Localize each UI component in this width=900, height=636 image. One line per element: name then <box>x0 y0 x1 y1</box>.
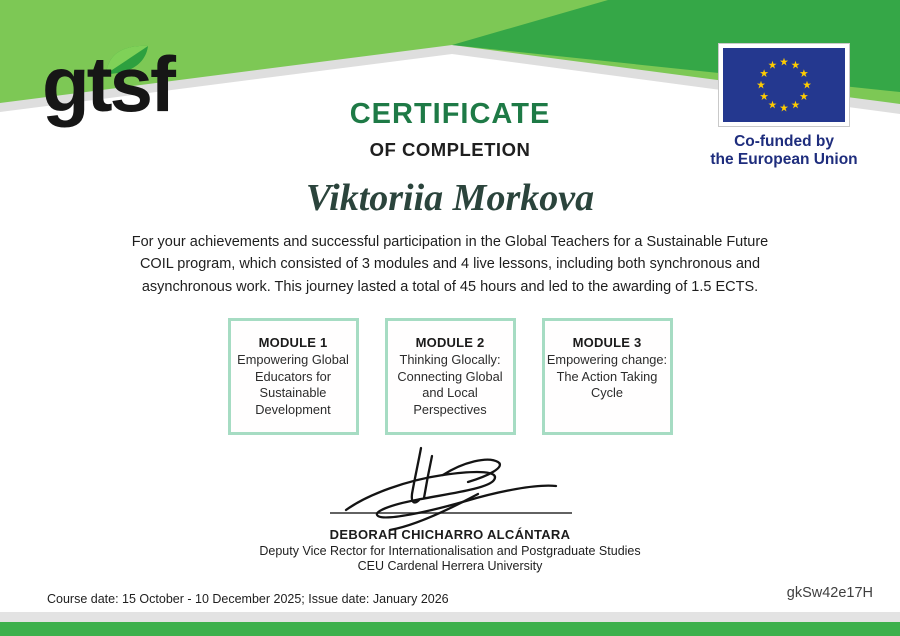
signatory-role: Deputy Vice Rector for Internationalisation and Postgraduate Studies <box>259 544 641 558</box>
certificate-code: gkSw42e17H <box>786 585 873 601</box>
module-title: MODULE 1 <box>258 335 328 350</box>
signature-icon <box>328 442 578 532</box>
eu-flag-icon <box>719 44 849 126</box>
signatory-name: DEBORAH CHICHARRO ALCÁNTARA <box>329 527 571 542</box>
module-description: Empowering Global Educators for Sustainable Development <box>237 352 349 417</box>
module-card-3 <box>542 318 673 435</box>
module-card-2 <box>385 318 516 435</box>
gtsf-logo-text: gtsf <box>42 40 173 128</box>
certificate-title: CERTIFICATE <box>349 98 551 130</box>
eu-cofunded-line2: the European Union <box>710 150 858 168</box>
eu-cofunded-text <box>699 133 869 169</box>
course-dates-text: Course date: 15 October - 10 December 2025; Issue date: January 2026 <box>47 592 449 606</box>
recipient-name: Viktoriia Morkova <box>305 177 595 219</box>
certificate-body-text: For your achievements and successful participation in the Global Teachers for a Sustainable Future COIL program, which consisted of 3 modules and 4 live lessons, including both synchronous and asynchronous work. This journey lasted a total of 45 hours and led to the awarding of 1.5 ECTS. <box>131 234 769 295</box>
bottom-shadow-bar <box>0 612 900 622</box>
modules-row <box>0 318 900 435</box>
bottom-green-bar <box>0 622 900 636</box>
gtsf-logo <box>42 40 173 128</box>
signatory-organization: CEU Cardenal Herrera University <box>357 559 543 573</box>
module-title: MODULE 2 <box>415 335 485 350</box>
certificate-subtitle: OF COMPLETION <box>369 139 531 160</box>
module-description: Empowering change: The Action Taking Cycle <box>546 352 668 401</box>
module-title: MODULE 3 <box>572 335 642 350</box>
module-card-1 <box>228 318 359 435</box>
eu-funding-block <box>699 44 869 169</box>
eu-cofunded-line1: Co-funded by <box>734 133 834 150</box>
module-description: Thinking Glocally: Connecting Global and Local Perspectives <box>397 352 503 417</box>
